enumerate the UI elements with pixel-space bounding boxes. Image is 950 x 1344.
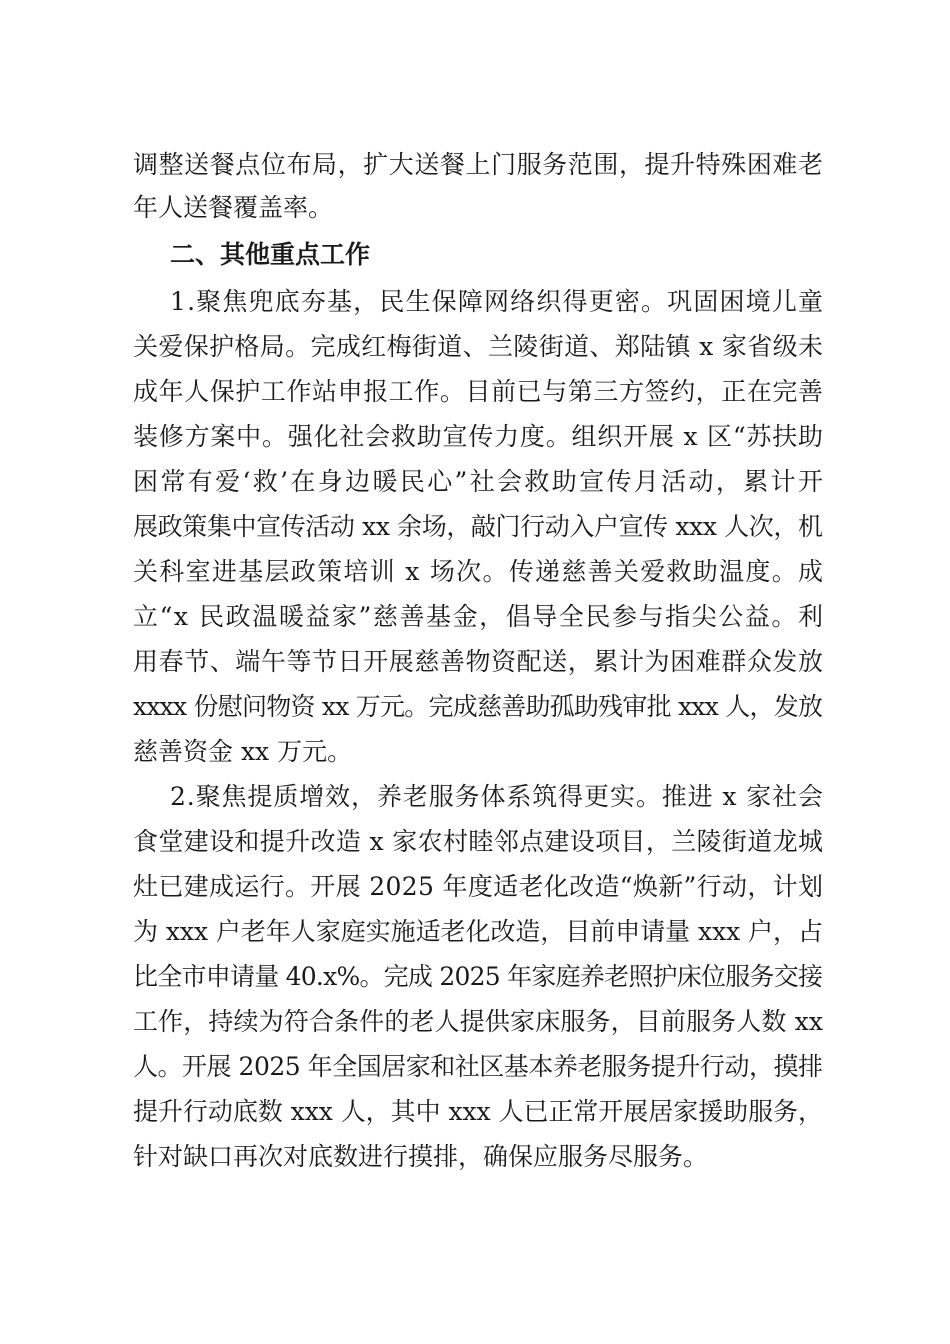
text-line — [0, 1137, 950, 1177]
text-line-content: 为 xxx 户老年人家庭实施适老化改造，目前申请量 xxx 户，占 — [133, 917, 823, 946]
section-heading — [0, 235, 950, 275]
text-line — [0, 1092, 950, 1132]
text-line — [0, 1047, 950, 1087]
text-line-content: 提升行动底数 xxx 人，其中 xxx 人已正常开展居家援助服务， — [133, 1097, 823, 1126]
text-line — [0, 552, 950, 592]
text-line-content: 关爱保护格局。完成红梅街道、兰陵街道、郑陆镇 x 家省级未 — [133, 332, 824, 361]
text-line-content: 慈善资金 xx 万元。 — [133, 737, 353, 766]
text-line — [0, 327, 950, 367]
text-line-content: 2.聚焦提质增效，养老服务体系筑得更实。推进 x 家社会 — [170, 782, 824, 811]
text-line-content: 困常有爱‘救’在身边暖民心”社会救助宣传月活动，累计开 — [133, 467, 826, 496]
text-line — [0, 282, 950, 322]
text-line — [0, 417, 950, 457]
text-line-content: 工作，持续为符合条件的老人提供家床服务，目前服务人数 xx — [133, 1007, 824, 1036]
text-line — [0, 867, 950, 907]
text-line-content: 成年人保护工作站申报工作。目前已与第三方签约，正在完善 — [133, 377, 824, 406]
text-line-content: 针对缺口再次对底数进行摸排，确保应服务尽服务。 — [133, 1142, 709, 1171]
text-line-content: 用春节、端午等节日开展慈善物资配送，累计为困难群众发放 — [133, 647, 824, 676]
text-line-content: 人。开展 2025 年全国居家和社区基本养老服务提升行动，摸排 — [133, 1052, 823, 1081]
text-line — [0, 145, 950, 185]
text-line-content: 灶已建成运行。开展 2025 年度适老化改造“焕新”行动，计划 — [133, 872, 824, 901]
text-line — [0, 642, 950, 682]
text-line-content: 比全市申请量 40.x%。完成 2025 年家庭养老照护床位服务交接 — [133, 962, 823, 991]
text-line — [0, 507, 950, 547]
text-line — [0, 1002, 950, 1042]
text-line-content: 关科室进基层政策培训 x 场次。传递慈善关爱救助温度。成 — [133, 557, 825, 586]
text-line — [0, 912, 950, 952]
text-line — [0, 957, 950, 997]
text-line-content: 调整送餐点位布局，扩大送餐上门服务范围，提升特殊困难老 — [133, 150, 824, 179]
text-line-content: 立“x 民政温暖益家”慈善基金，倡导全民参与指尖公益。利 — [133, 602, 825, 631]
text-line-content: 1.聚焦兜底夯基，民生保障网络织得更密。巩固困境儿童 — [170, 287, 825, 316]
text-line — [0, 372, 950, 412]
text-line-content: 装修方案中。强化社会救助宣传力度。组织开展 x 区“苏扶助 — [133, 422, 824, 451]
text-line — [0, 732, 950, 772]
text-line-content: xxxx 份慰问物资 xx 万元。完成慈善助孤助残审批 xxx 人，发放 — [133, 692, 823, 721]
text-line-content: 年人送餐覆盖率。 — [133, 193, 334, 222]
text-line-content: 食堂建设和提升改造 x 家农村睦邻点建设项目，兰陵街道龙城 — [133, 827, 824, 856]
text-line — [0, 777, 950, 817]
text-line — [0, 462, 950, 502]
text-line — [0, 188, 950, 228]
text-line-content: 展政策集中宣传活动 xx 余场，敲门行动入户宣传 xxx 人次，机 — [133, 512, 823, 541]
text-line — [0, 822, 950, 862]
text-line — [0, 687, 950, 727]
section-heading-text: 二、其他重点工作 — [170, 240, 371, 269]
text-line — [0, 597, 950, 637]
